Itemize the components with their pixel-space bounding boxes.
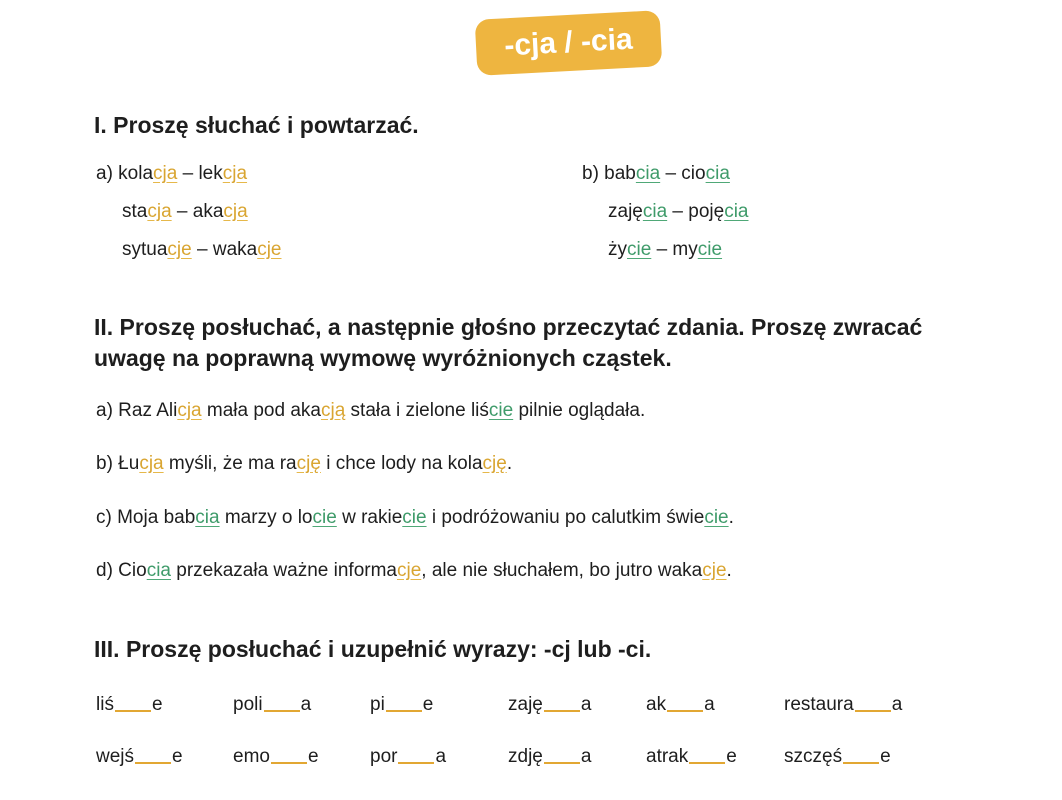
word-end: a — [891, 694, 903, 715]
text-segment: i podróżowaniu po calutkim świe — [426, 507, 705, 528]
highlighted-syllable: cja — [147, 201, 172, 222]
text-segment: zaję — [608, 201, 643, 222]
fill-in-word — [370, 745, 446, 769]
highlighted-syllable: cje — [396, 560, 422, 581]
text-segment: ży — [608, 239, 627, 260]
highlighted-syllable: cją — [320, 400, 346, 421]
text-segment: . — [506, 453, 513, 474]
text-segment: myśli, że ma ra — [163, 453, 297, 474]
section-1-heading: I. Proszę słuchać i powtarzać. — [94, 112, 419, 138]
section-2-heading-line1: II. Proszę posłuchać, a następnie głośno przeczytać zdania. Proszę zwracać — [94, 314, 923, 340]
text-segment: – cio — [660, 163, 706, 184]
word-start: wejś — [96, 746, 135, 767]
text-segment: d) Cio — [96, 560, 147, 581]
word-end: a — [704, 694, 715, 715]
text-segment: – lek — [177, 163, 223, 184]
section-3-heading: III. Proszę posłuchać i uzupełnić wyrazy: -cj lub -ci. — [94, 636, 652, 662]
section-2-heading — [94, 312, 994, 374]
word-pair-b-1 — [608, 200, 749, 224]
text-segment: . — [728, 507, 734, 528]
word-end: e — [880, 746, 891, 767]
fill-in-blank[interactable] — [264, 710, 300, 712]
text-segment: – poję — [667, 201, 725, 222]
fill-in-word — [508, 693, 591, 717]
fill-in-blank[interactable] — [544, 762, 580, 764]
fill-in-word — [646, 693, 715, 717]
text-segment: b) bab — [582, 163, 636, 184]
word-start: restaura — [784, 694, 854, 715]
word-start: liś — [96, 694, 114, 715]
fill-in-blank[interactable] — [667, 710, 703, 712]
highlighted-syllable: cia — [635, 163, 661, 184]
word-end: e — [172, 746, 183, 767]
word-pair-a-2 — [122, 238, 282, 262]
text-segment: a) kola — [96, 163, 154, 184]
word-start: pi — [370, 694, 385, 715]
fill-in-blank[interactable] — [271, 762, 307, 764]
word-end: e — [726, 746, 737, 767]
fill-in-word — [96, 693, 163, 717]
word-start: ak — [646, 694, 667, 715]
word-end: a — [580, 746, 592, 767]
text-segment: mała pod aka — [201, 400, 321, 421]
highlighted-syllable: cje — [257, 239, 282, 260]
highlighted-syllable: cja — [223, 201, 248, 222]
page-title: -cja / -cia — [503, 22, 634, 63]
sentence-b — [96, 452, 512, 476]
fill-in-blank[interactable] — [843, 762, 879, 764]
text-segment: sta — [122, 201, 148, 222]
word-start: szczęś — [784, 746, 843, 767]
highlighted-syllable: cie — [312, 507, 337, 528]
highlighted-syllable: cie — [627, 239, 652, 260]
text-segment: i chce lody na kola — [320, 453, 483, 474]
word-start: zaję — [508, 694, 543, 715]
fill-in-word — [784, 745, 891, 769]
highlighted-syllable: cja — [153, 163, 178, 184]
highlighted-syllable: cia — [724, 201, 749, 222]
highlighted-syllable: cia — [642, 201, 668, 222]
text-segment: – waka — [191, 239, 258, 260]
text-segment: sytua — [122, 239, 168, 260]
text-segment: c) Moja bab — [96, 507, 196, 528]
text-segment: – aka — [171, 201, 224, 222]
word-pair-a-0 — [96, 162, 247, 186]
fill-in-blank[interactable] — [544, 710, 580, 712]
title-badge — [475, 10, 663, 76]
fill-in-word — [233, 745, 319, 769]
text-segment: . — [726, 560, 732, 581]
fill-in-blank[interactable] — [115, 710, 151, 712]
highlighted-syllable: cję — [296, 453, 321, 474]
text-segment: stała i zielone liś — [345, 400, 489, 421]
sentence-a — [96, 399, 645, 423]
section-2-heading-line2: uwagę na poprawną wymowę wyróżnionych cząstek. — [94, 345, 672, 371]
word-end: a — [300, 694, 312, 715]
highlighted-syllable: cie — [402, 507, 427, 528]
highlighted-syllable: cie — [697, 239, 723, 260]
highlighted-syllable: cja — [222, 163, 248, 184]
text-segment: b) Łu — [96, 453, 140, 474]
text-segment: , ale nie słuchałem, bo jutro waka — [421, 560, 703, 581]
word-pair-b-2 — [608, 238, 722, 262]
highlighted-syllable: cia — [705, 163, 730, 184]
text-segment: a) Raz Ali — [96, 400, 178, 421]
word-end: a — [580, 694, 592, 715]
fill-in-blank[interactable] — [135, 762, 171, 764]
text-segment: przekazała ważne informa — [170, 560, 397, 581]
text-segment: pilnie oglądała. — [513, 400, 646, 421]
fill-in-word — [646, 745, 737, 769]
word-start: atrak — [646, 746, 689, 767]
word-pair-b-0 — [582, 162, 730, 186]
sentence-c — [96, 506, 734, 530]
highlighted-syllable: cję — [482, 453, 507, 474]
fill-in-word — [96, 745, 183, 769]
word-start: emo — [233, 746, 270, 767]
word-start: poli — [233, 694, 263, 715]
text-segment: w rakie — [336, 507, 403, 528]
fill-in-blank[interactable] — [689, 762, 725, 764]
fill-in-blank[interactable] — [855, 710, 891, 712]
fill-in-blank[interactable] — [398, 762, 434, 764]
fill-in-word — [784, 693, 902, 717]
word-pair-a-1 — [122, 200, 248, 224]
word-end: e — [422, 694, 434, 715]
highlighted-syllable: cia — [146, 560, 171, 581]
fill-in-blank[interactable] — [386, 710, 422, 712]
fill-in-word — [233, 693, 311, 717]
word-end: a — [435, 746, 447, 767]
fill-in-word — [508, 745, 591, 769]
highlighted-syllable: cje — [167, 239, 192, 260]
highlighted-syllable: cia — [195, 507, 220, 528]
sentence-d — [96, 559, 732, 583]
highlighted-syllable: cie — [488, 400, 514, 421]
word-start: por — [370, 746, 398, 767]
word-start: zdję — [508, 746, 543, 767]
highlighted-syllable: cie — [704, 507, 729, 528]
text-segment: – my — [651, 239, 698, 260]
text-segment: marzy o lo — [219, 507, 313, 528]
highlighted-syllable: cje — [702, 560, 727, 581]
fill-in-word — [370, 693, 433, 717]
highlighted-syllable: cja — [177, 400, 202, 421]
word-end: e — [151, 694, 163, 715]
highlighted-syllable: cja — [139, 453, 164, 474]
word-end: e — [307, 746, 319, 767]
